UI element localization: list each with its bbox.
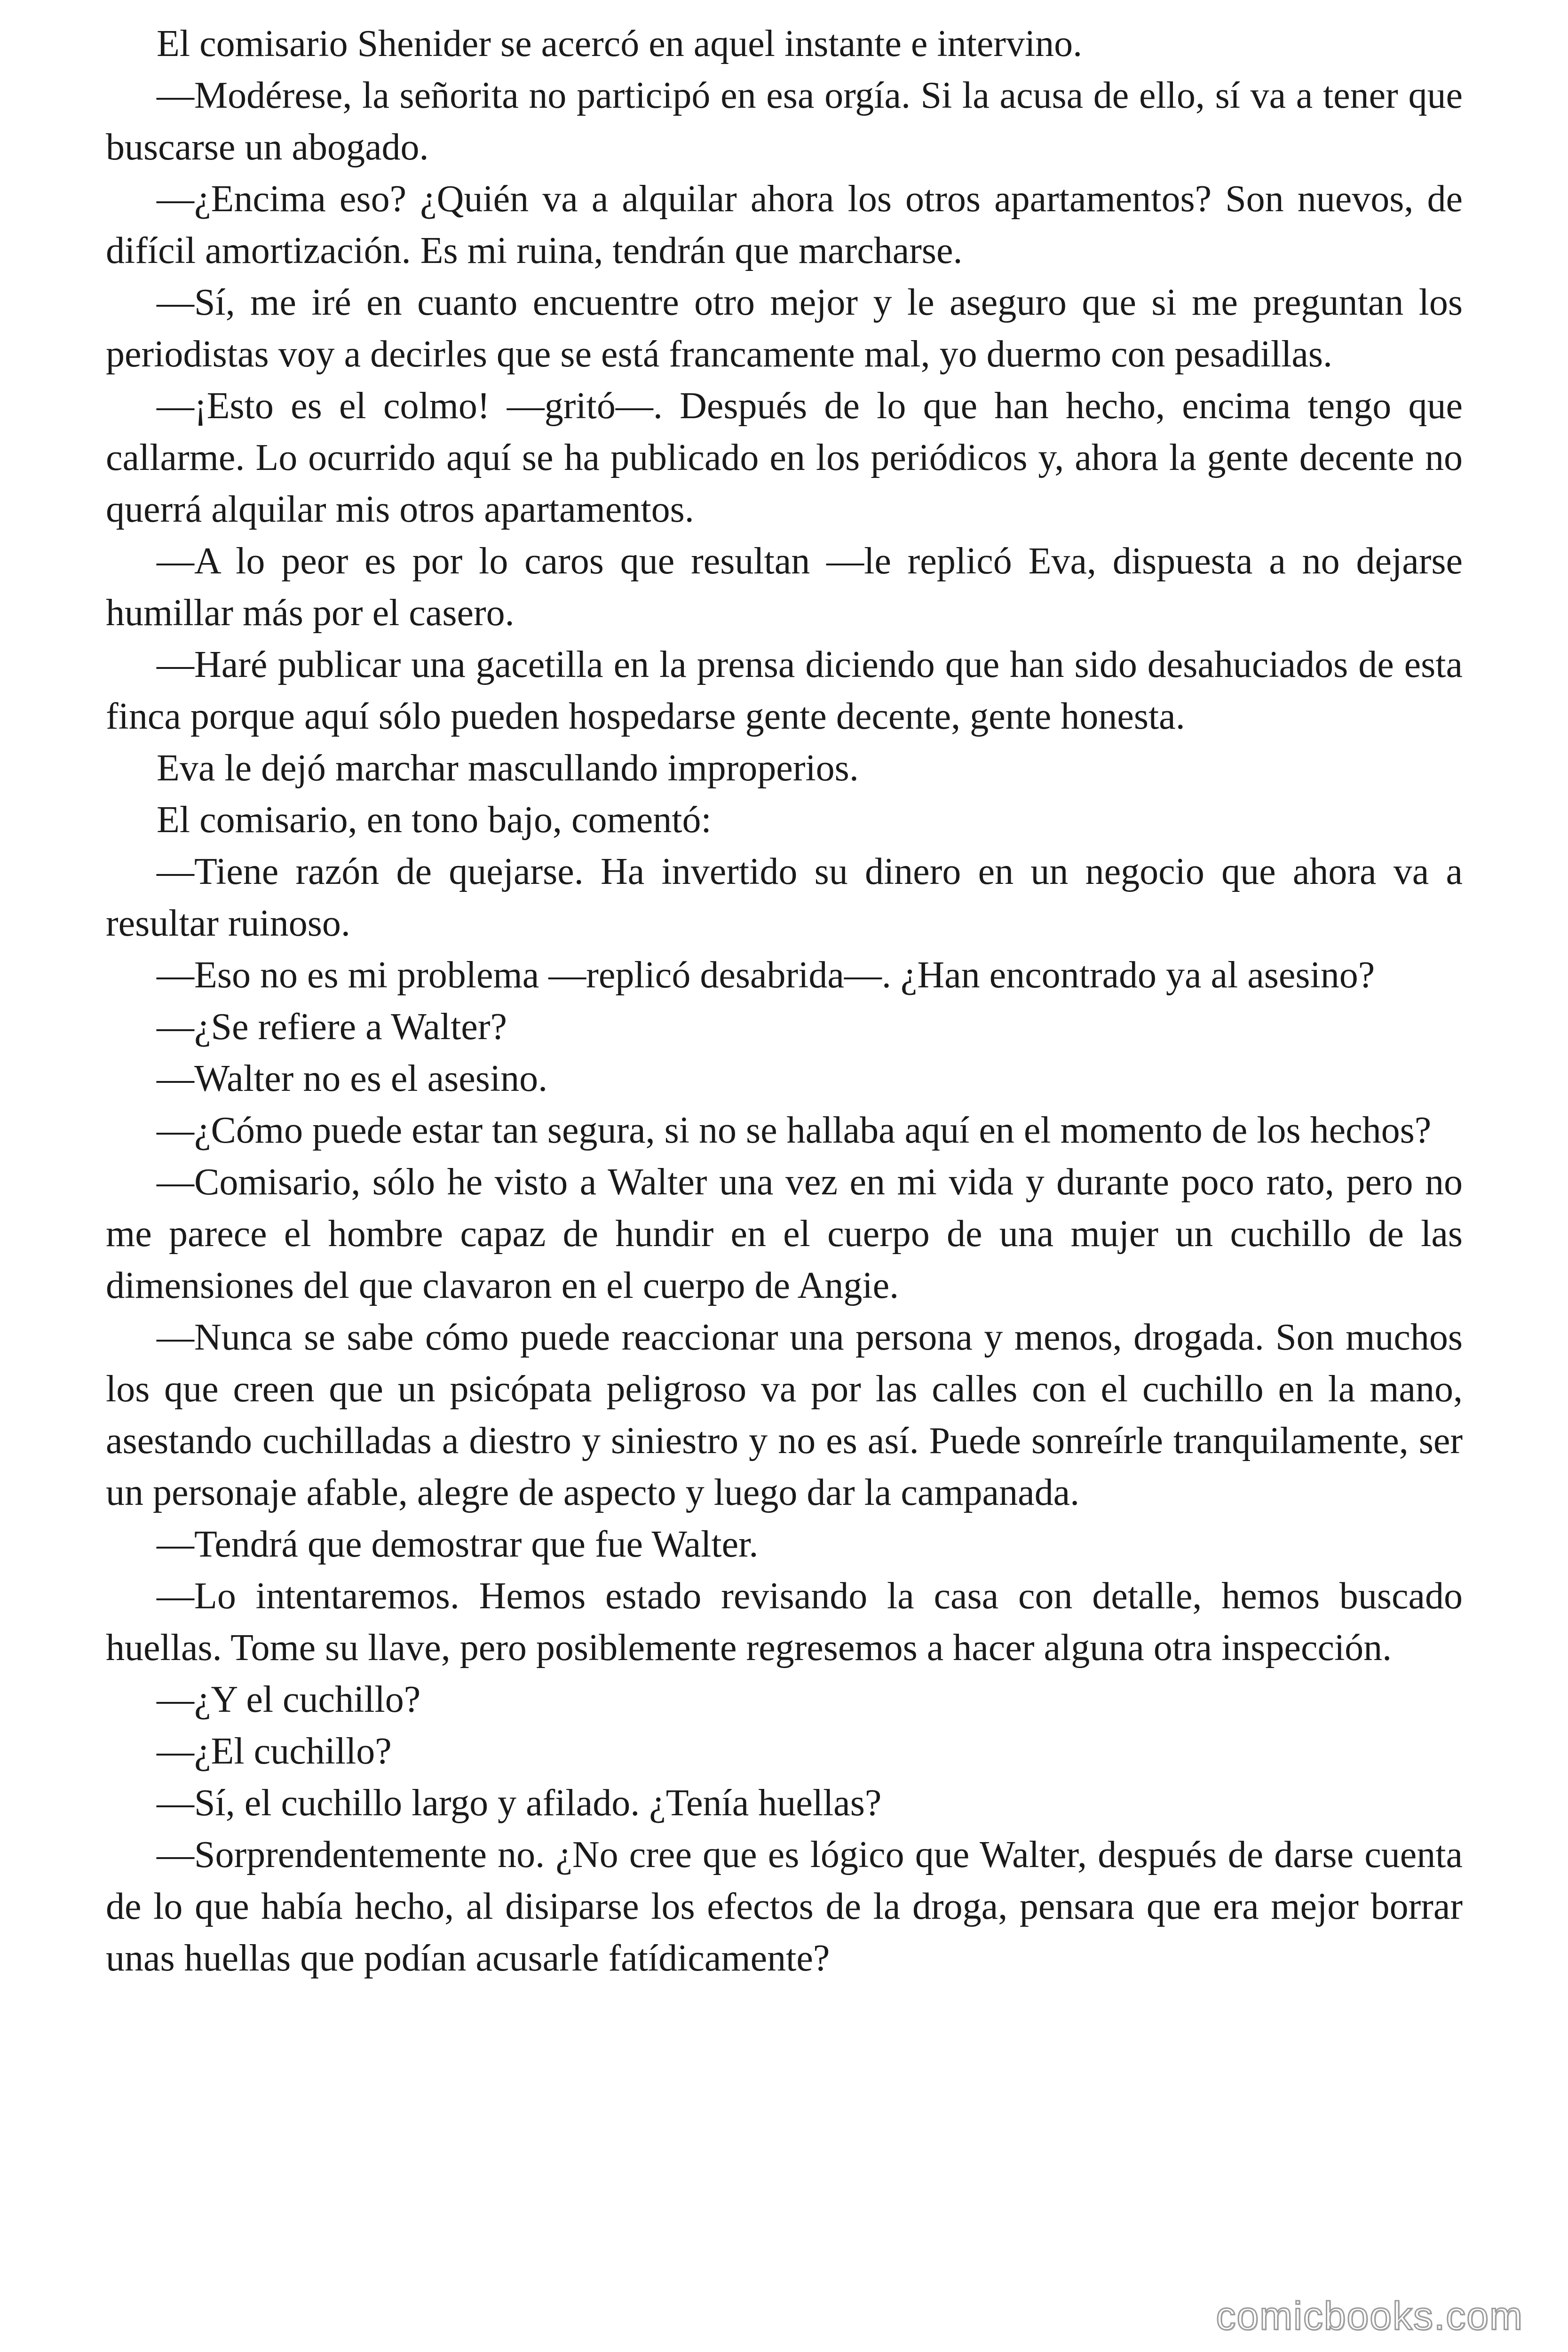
paragraph: —¿El cuchillo? [157, 1731, 392, 1772]
paragraph: —Tendrá que demostrar que fue Walter. [157, 1524, 759, 1565]
paragraph: —Eso no es mi problema —replicó desabrida—. ¿Han encontrado ya al asesino? [157, 954, 1375, 996]
paragraph: —¿Y el cuchillo? [157, 1679, 421, 1720]
paragraph: —Modérese, la señorita no participó en esa orgía. Si la acusa de ello, sí va a tener que buscarse un abogado. [106, 75, 1463, 168]
paragraph: —Comisario, sólo he visto a Walter una vez en mi vida y durante poco rato, pero no me parece el hombre capaz de hundir en el cuerpo de una mujer un cuchillo de las dimensiones del que clavaron en el cuerpo de Angie. [106, 1161, 1463, 1306]
paragraph: Eva le dejó marchar mascullando improperios. [157, 747, 859, 789]
paragraph: —Haré publicar una gacetilla en la prensa diciendo que han sido desahuciados de esta finca porque aquí sólo pueden hospedarse gente decente, gente honesta. [106, 644, 1463, 737]
page-text [106, 18, 1463, 1984]
paragraph: —Sí, el cuchillo largo y afilado. ¿Tenía huellas? [157, 1782, 882, 1824]
paragraph: —¿Cómo puede estar tan segura, si no se hallaba aquí en el momento de los hechos? [157, 1110, 1432, 1151]
paragraph: —Sí, me iré en cuanto encuentre otro mejor y le aseguro que si me preguntan los periodistas voy a decirles que se está francamente mal, yo duermo con pesadillas. [106, 282, 1463, 375]
paragraph: —A lo peor es por lo caros que resultan —le replicó Eva, dispuesta a no dejarse humillar más por el casero. [106, 540, 1463, 634]
paragraph: —Walter no es el asesino. [157, 1058, 548, 1099]
paragraph: —¿Se refiere a Walter? [157, 1006, 507, 1048]
paragraph: El comisario, en tono bajo, comentó: [157, 799, 712, 841]
paragraph: —¡Esto es el colmo! —gritó—. Después de lo que han hecho, encima tengo que callarme. Lo ocurrido aquí se ha publicado en los periódicos y, ahora la gente decente no querrá alquilar mis otros apartamentos. [106, 385, 1463, 530]
paragraph: —Tiene razón de quejarse. Ha invertido su dinero en un negocio que ahora va a resultar ruinoso. [106, 851, 1463, 944]
watermark: comicbooks.com [1216, 2294, 1523, 2338]
paragraph: —Nunca se sabe cómo puede reaccionar una persona y menos, drogada. Son muchos los que creen que un psicópata peligroso va por las calles con el cuchillo en la mano, asestando cuchilladas a diestro y siniestro y no es así. Puede sonreírle tranquilamente, ser un personaje afable, alegre de aspecto y luego dar la campanada. [106, 1317, 1463, 1513]
paragraph: —¿Encima eso? ¿Quién va a alquilar ahora los otros apartamentos? Son nuevos, de difícil amortización. Es mi ruina, tendrán que marcharse. [106, 178, 1463, 271]
paragraph: —Lo intentaremos. Hemos estado revisando la casa con detalle, hemos buscado huellas. Tome su llave, pero posiblemente regresemos a hacer alguna otra inspección. [106, 1575, 1463, 1669]
paragraph: El comisario Shenider se acercó en aquel instante e intervino. [157, 23, 1083, 64]
paragraph: —Sorprendentemente no. ¿No cree que es lógico que Walter, después de darse cuenta de lo que había hecho, al disiparse los efectos de la droga, pensara que era mejor borrar unas huellas que podían acusarle fatídicamente? [106, 1834, 1463, 1979]
